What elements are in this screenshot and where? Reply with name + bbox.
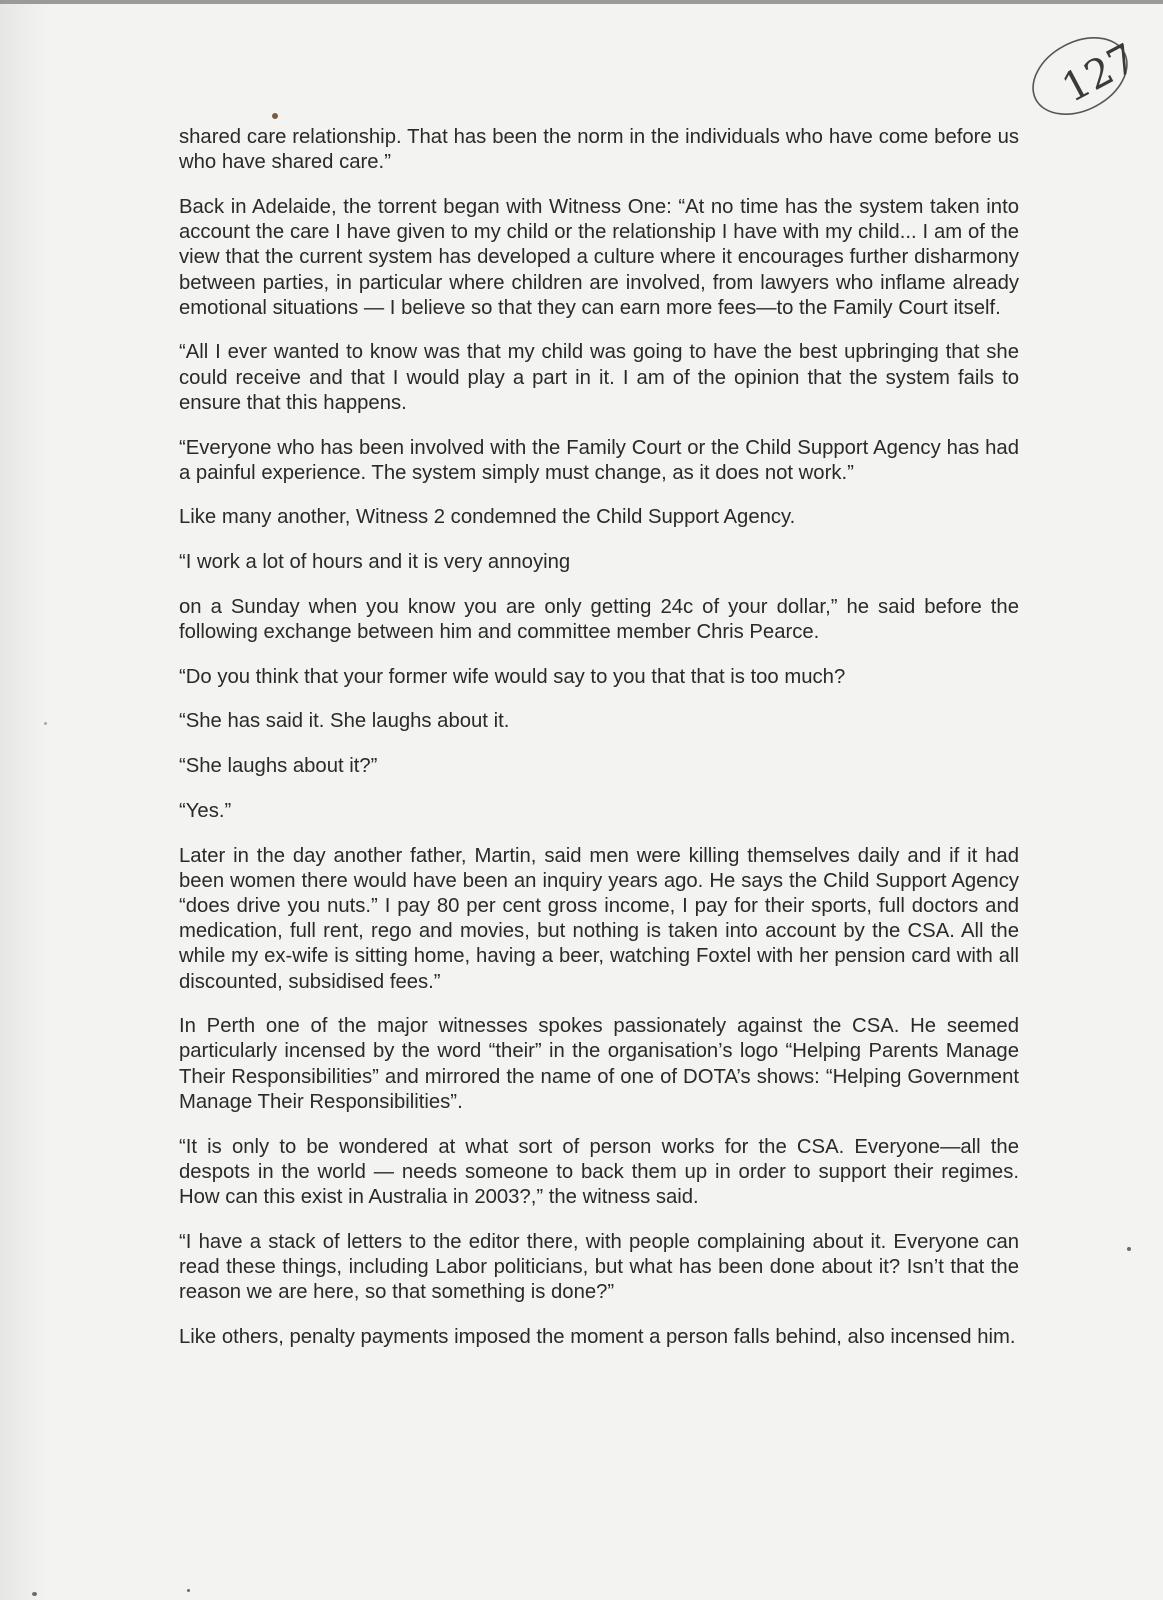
scan-shadow xyxy=(0,0,46,1600)
scan-speck xyxy=(32,1592,37,1596)
document-body xyxy=(179,125,1019,1370)
circled-page-number-drawing xyxy=(1022,26,1144,126)
scan-speck xyxy=(272,113,278,119)
paragraph: Later in the day another father, Martin, said men were killing themselves daily and if it had been women there would have been an inquiry years ago. He says the Child Support Agency “does drive you nuts.” I pay 80 per cent gross income, I pay for their sports, full doctors and medication, full rent, rego and movies, but nothing is taken into account by the CSA. All the while my ex-wife is sitting home, having a beer, watching Foxtel with her pension card with all discounted, subsidised fees.” xyxy=(179,844,1019,993)
paragraph: In Perth one of the major witnesses spokes passionately against the CSA. He seemed particularly incensed by the word “their” in the organisation’s logo “Helping Parents Manage Their Responsibilities” and mirrored the name of one of DOTA’s shows: “Helping Government Manage Their Responsibilities”. xyxy=(179,1015,1019,1113)
paragraph: on a Sunday when you know you are only getting 24c of your dollar,” he said before the following exchange between him and committee member Chris Pearce. xyxy=(179,595,1019,644)
paragraph: “Do you think that your former wife would say to you that that is too much? xyxy=(179,665,846,688)
paragraph: “She has said it. She laughs about it. xyxy=(179,710,510,733)
paragraph: “All I ever wanted to know was that my child was going to have the best upbringing that she could receive and that I would play a part in it. I am of the opinion that the system fails to ensure that this happens. xyxy=(179,341,1019,414)
page-number-text: 127 xyxy=(1054,35,1144,112)
paragraph: “Yes.” xyxy=(179,799,232,822)
scan-speck xyxy=(1127,1247,1131,1251)
paragraph: “I have a stack of letters to the editor there, with people complaining about it. Everyone can read these things, including Labor politicians, but what has been done about it? Isn’t that the reason we are here, so that something is done?” xyxy=(179,1230,1019,1304)
paragraph: “It is only to be wondered at what sort of person works for the CSA. Everyone—all the despots in the world — needs someone to back them up in order to support their regimes. How can this exist in Australia in 2003?,” the witness said. xyxy=(179,1135,1019,1208)
paragraph: shared care relationship. That has been the norm in the individuals who have come before us who have shared care.” xyxy=(179,126,1019,174)
scan-top-edge xyxy=(0,0,1163,4)
paragraph: Back in Adelaide, the torrent began with Witness One: “At no time has the system taken into account the care I have given to my child or the relationship I have with my child... I am of the view that the current system has developed a culture where it encourages further disharmony between parties, in particular where children are involved, from lawyers who inflame already emotional situations — I believe so that they can earn more fees—to the Family Court itself. xyxy=(179,195,1019,319)
paragraph: Like many another, Witness 2 condemned the Child Support Agency. xyxy=(179,506,796,529)
handwritten-page-number xyxy=(1022,26,1144,126)
paragraph: “She laughs about it?” xyxy=(179,755,378,778)
scan-speck xyxy=(44,722,47,725)
scan-speck xyxy=(187,1589,190,1592)
paragraph: Like others, penalty payments imposed the moment a person falls behind, also incensed him. xyxy=(179,1325,1016,1348)
paragraph: “I work a lot of hours and it is very annoying xyxy=(179,551,571,574)
paragraph: “Everyone who has been involved with the Family Court or the Child Support Agency has had a painful experience. The system simply must change, as it does not work.” xyxy=(179,436,1019,484)
